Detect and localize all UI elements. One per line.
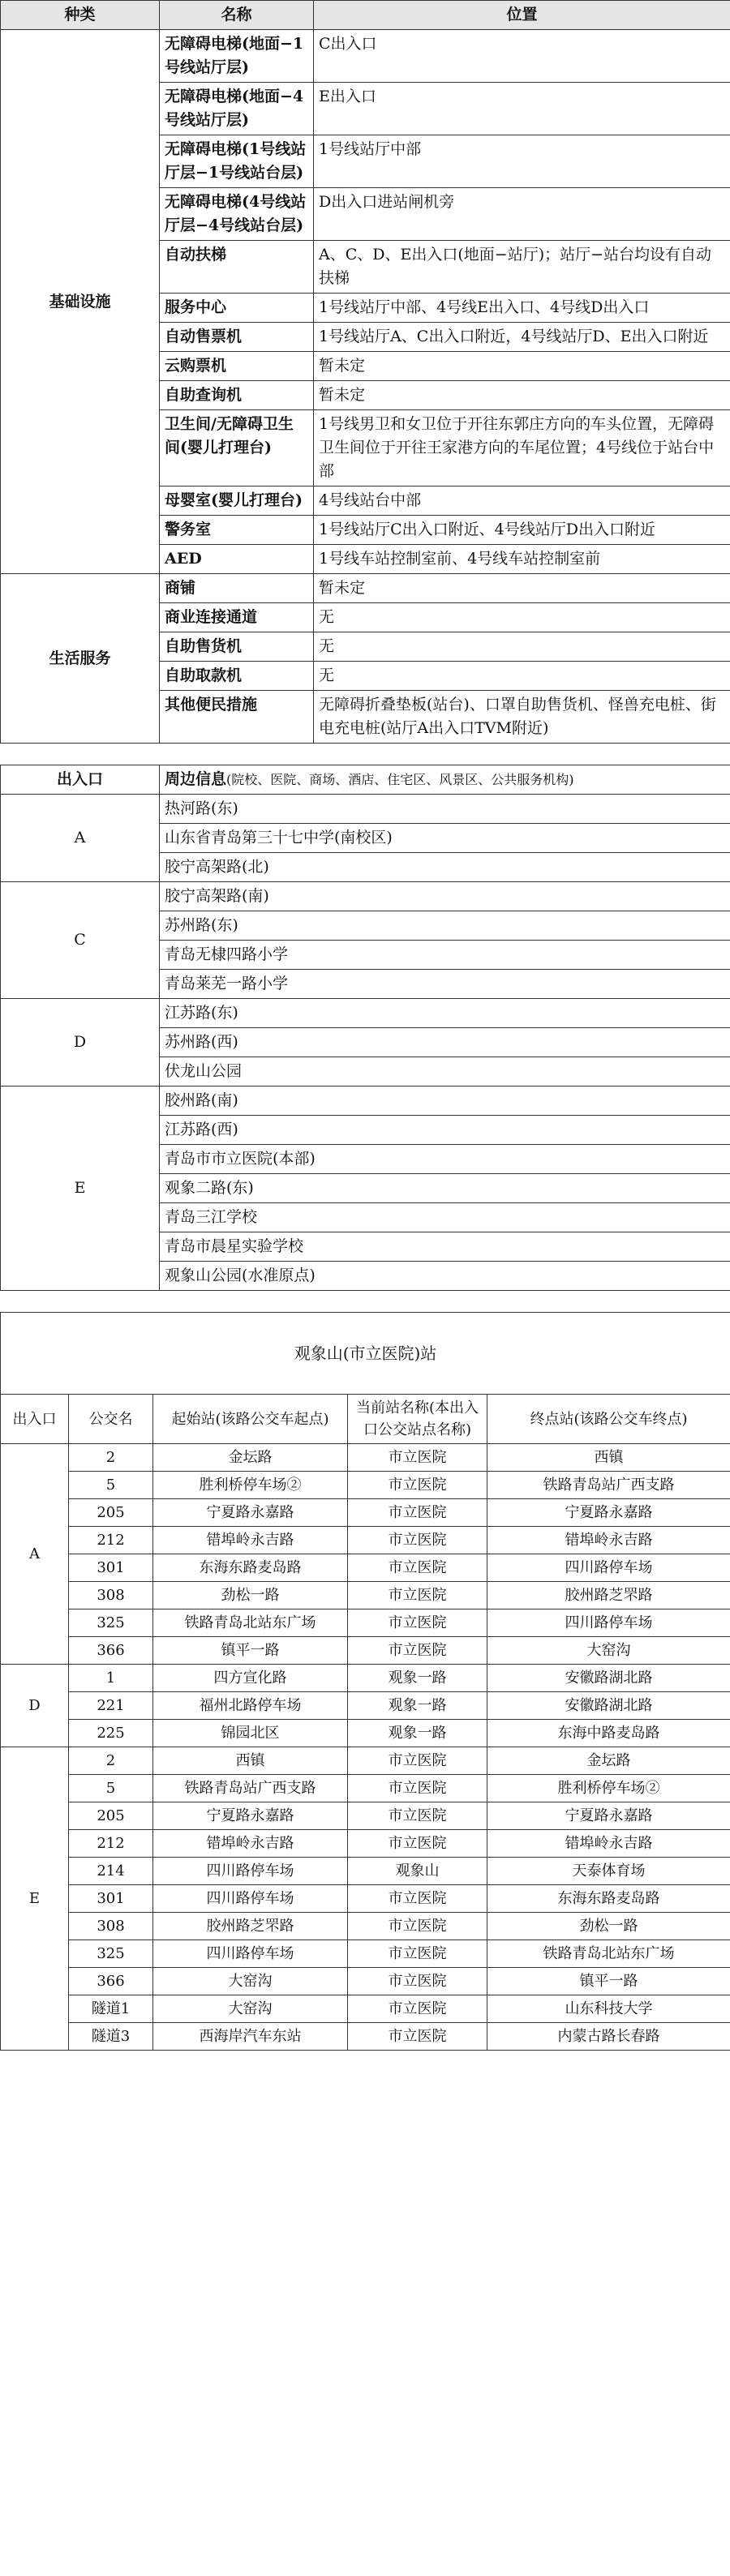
bus-line-name: 225: [69, 1720, 153, 1747]
bus-end-station: 金坛路: [487, 1747, 730, 1775]
bus-start-station: 胜利桥停车场②: [153, 1472, 348, 1499]
bus-row: [1, 1637, 730, 1665]
surroundings-item: 青岛市市立医院(本部): [160, 1145, 730, 1174]
facility-location: 无: [314, 632, 730, 662]
bus-current-station: 市立医院: [348, 1775, 487, 1802]
facility-location: 暂未定: [314, 574, 730, 603]
bus-start-station: 锦园北区: [153, 1720, 348, 1747]
bus-body: [1, 1313, 730, 2051]
surroundings-body: [1, 795, 730, 1291]
bus-start-station: 四川路停车场: [153, 1858, 348, 1885]
surroundings-exit: D: [1, 999, 160, 1087]
bus-row: [1, 1858, 730, 1885]
bus-current-station: 市立医院: [348, 2023, 487, 2051]
bus-end-station: 劲松一路: [487, 1913, 730, 1940]
bus-end-station: 错埠岭永吉路: [487, 1527, 730, 1554]
bus-header-cell: 当前站名称(本出入口公交站点名称): [348, 1395, 487, 1444]
bus-row: [1, 1968, 730, 1995]
bus-start-station: 西镇: [153, 1747, 348, 1775]
bus-exit: D: [1, 1665, 69, 1747]
bus-end-station: 大窑沟: [487, 1637, 730, 1665]
bus-line-name: 325: [69, 1940, 153, 1968]
bus-current-station: 观象一路: [348, 1665, 487, 1692]
bus-row: [1, 1995, 730, 2023]
bus-line-name: 301: [69, 1885, 153, 1913]
bus-start-station: 福州北路停车场: [153, 1692, 348, 1720]
bus-start-station: 西海岸汽车东站: [153, 2023, 348, 2051]
bus-start-station: 东海东路麦岛路: [153, 1554, 348, 1582]
surroundings-item: 江苏路(东): [160, 999, 730, 1028]
bus-row: [1, 1472, 730, 1499]
facility-location: C出入口: [314, 30, 730, 83]
bus-end-station: 内蒙古路长春路: [487, 2023, 730, 2051]
surroundings-item: 伏龙山公园: [160, 1057, 730, 1087]
surroundings-header-info: [160, 765, 730, 795]
surroundings-item: 青岛无棣四路小学: [160, 941, 730, 970]
bus-current-station: 市立医院: [348, 1885, 487, 1913]
facility-location: 暂未定: [314, 381, 730, 410]
surroundings-header-exit: 出入口: [1, 765, 160, 795]
bus-start-station: 宁夏路永嘉路: [153, 1802, 348, 1830]
surroundings-exit: C: [1, 882, 160, 999]
bus-exit: E: [1, 1747, 69, 2051]
bus-start-station: 错埠岭永吉路: [153, 1527, 348, 1554]
bus-end-station: 四川路停车场: [487, 1554, 730, 1582]
surroundings-item: 胶宁高架路(北): [160, 853, 730, 882]
bus-current-station: 市立医院: [348, 1830, 487, 1858]
bus-end-station: 安徽路湖北路: [487, 1665, 730, 1692]
bus-line-name: 214: [69, 1858, 153, 1885]
surroundings-row: [1, 1087, 730, 1116]
bus-row: [1, 1582, 730, 1609]
bus-row: [1, 1885, 730, 1913]
facilities-body: [1, 30, 730, 744]
bus-table: [0, 1312, 730, 2051]
bus-end-station: 山东科技大学: [487, 1995, 730, 2023]
bus-current-station: 市立医院: [348, 1499, 487, 1527]
surroundings-header-info-note: (院校、医院、商场、酒店、住宅区、风景区、公共服务机构): [226, 772, 574, 787]
bus-line-name: 308: [69, 1913, 153, 1940]
bus-current-station: 市立医院: [348, 1995, 487, 2023]
bus-line-name: 366: [69, 1637, 153, 1665]
bus-start-station: 四川路停车场: [153, 1885, 348, 1913]
bus-line-name: 1: [69, 1665, 153, 1692]
bus-end-station: 铁路青岛站广西支路: [487, 1472, 730, 1499]
facility-location: A、C、D、E出入口(地面−站厅)；站厅−站台均设有自动扶梯: [314, 241, 730, 294]
facility-name: 自助售货机: [160, 632, 314, 662]
bus-line-name: 212: [69, 1527, 153, 1554]
bus-current-station: 市立医院: [348, 1747, 487, 1775]
bus-current-station: 市立医院: [348, 1637, 487, 1665]
bus-line-name: 212: [69, 1830, 153, 1858]
surroundings-item: 青岛三江学校: [160, 1203, 730, 1232]
facility-row: [1, 30, 730, 83]
bus-current-station: 市立医院: [348, 1913, 487, 1940]
bus-end-station: 胶州路芝罘路: [487, 1582, 730, 1609]
bus-header-cell: 终点站(该路公交车终点): [487, 1395, 730, 1444]
bus-current-station: 市立医院: [348, 1609, 487, 1637]
bus-current-station: 市立医院: [348, 1802, 487, 1830]
facility-location: 无: [314, 603, 730, 632]
facility-name: 商业连接通道: [160, 603, 314, 632]
facility-location: 无: [314, 662, 730, 691]
surroundings-item: 胶州路(南): [160, 1087, 730, 1116]
facilities-header-cell: 种类: [1, 1, 160, 30]
facilities-header-cell: 位置: [314, 1, 730, 30]
facility-name: 自动售票机: [160, 323, 314, 352]
surroundings-header-row: [1, 765, 730, 795]
bus-current-station: 市立医院: [348, 1554, 487, 1582]
facility-category: 生活服务: [1, 574, 160, 744]
bus-start-station: 大窑沟: [153, 1995, 348, 2023]
surroundings-item: 青岛市晨星实验学校: [160, 1232, 730, 1262]
bus-line-name: 205: [69, 1802, 153, 1830]
surroundings-row: [1, 882, 730, 911]
facilities-header-cell: 名称: [160, 1, 314, 30]
facility-category: 基础设施: [1, 30, 160, 574]
bus-line-name: 366: [69, 1968, 153, 1995]
bus-current-station: 市立医院: [348, 1582, 487, 1609]
surroundings-item: 观象山公园(水准原点): [160, 1262, 730, 1291]
bus-end-station: 东海中路麦岛路: [487, 1720, 730, 1747]
bus-line-name: 2: [69, 1747, 153, 1775]
bus-row: [1, 1554, 730, 1582]
surroundings-item: 苏州路(东): [160, 911, 730, 941]
bus-end-station: 错埠岭永吉路: [487, 1830, 730, 1858]
facility-location: 1号线站厅中部: [314, 135, 730, 188]
facility-name: 自助取款机: [160, 662, 314, 691]
facility-name: 其他便民措施: [160, 691, 314, 744]
surroundings-item: 山东省青岛第三十七中学(南校区): [160, 824, 730, 853]
bus-row: [1, 1499, 730, 1527]
bus-end-station: 宁夏路永嘉路: [487, 1499, 730, 1527]
facilities-header-row-cells: [1, 1, 730, 30]
surroundings-item: 苏州路(西): [160, 1028, 730, 1057]
bus-row: [1, 1802, 730, 1830]
facility-name: 自助查询机: [160, 381, 314, 410]
facility-name: 无障碍电梯(地面−4号线站厅层): [160, 83, 314, 135]
facility-name: AED: [160, 545, 314, 574]
bus-row: [1, 1609, 730, 1637]
facility-location: 4号线站台中部: [314, 486, 730, 516]
bus-row: [1, 1692, 730, 1720]
bus-end-station: 镇平一路: [487, 1968, 730, 1995]
facility-row: [1, 574, 730, 603]
bus-current-station: 市立医院: [348, 1472, 487, 1499]
bus-current-station: 观象一路: [348, 1720, 487, 1747]
surroundings-item: 观象二路(东): [160, 1174, 730, 1203]
bus-end-station: 东海东路麦岛路: [487, 1885, 730, 1913]
bus-row: [1, 1747, 730, 1775]
facility-location: 无障碍折叠垫板(站台)、口罩自助售货机、怪兽充电桩、街电充电桩(站厅A出入口TVM附近): [314, 691, 730, 744]
bus-header-cell: 起始站(该路公交车起点): [153, 1395, 348, 1444]
facility-location: D出入口进站闸机旁: [314, 188, 730, 241]
bus-start-station: 镇平一路: [153, 1637, 348, 1665]
bus-line-name: 301: [69, 1554, 153, 1582]
bus-row: [1, 1720, 730, 1747]
bus-end-station: 四川路停车场: [487, 1609, 730, 1637]
bus-start-station: 宁夏路永嘉路: [153, 1499, 348, 1527]
facility-location: 1号线站厅A、C出入口附近，4号线站厅D、E出入口附近: [314, 323, 730, 352]
bus-start-station: 错埠岭永吉路: [153, 1830, 348, 1858]
facility-location: 暂未定: [314, 352, 730, 381]
bus-start-station: 劲松一路: [153, 1582, 348, 1609]
bus-line-name: 221: [69, 1692, 153, 1720]
bus-end-station: 西镇: [487, 1444, 730, 1472]
facility-location: 1号线站厅中部、4号线E出入口、4号线D出入口: [314, 294, 730, 323]
bus-current-station: 市立医院: [348, 1968, 487, 1995]
bus-line-name: 325: [69, 1609, 153, 1637]
facilities-header-row: [1, 1, 730, 30]
bus-row: [1, 1830, 730, 1858]
bus-start-station: 金坛路: [153, 1444, 348, 1472]
bus-current-station: 市立医院: [348, 1940, 487, 1968]
facility-location: 1号线站厅C出入口附近、4号线站厅D出入口附近: [314, 516, 730, 545]
bus-line-name: 2: [69, 1444, 153, 1472]
bus-header-cell: 公交名: [69, 1395, 153, 1444]
bus-title-row: [1, 1313, 730, 1395]
bus-line-name: 5: [69, 1472, 153, 1499]
surroundings-row: [1, 999, 730, 1028]
surroundings-item: 胶宁高架路(南): [160, 882, 730, 911]
bus-line-name: 308: [69, 1582, 153, 1609]
surroundings-header-info-label: 周边信息: [165, 770, 227, 788]
bus-row: [1, 1775, 730, 1802]
bus-row: [1, 2023, 730, 2051]
facility-name: 母婴室(婴儿打理台): [160, 486, 314, 516]
surroundings-row: [1, 795, 730, 824]
bus-start-station: 铁路青岛站广西支路: [153, 1775, 348, 1802]
facilities-table: [0, 0, 730, 744]
bus-current-station: 观象山: [348, 1858, 487, 1885]
facility-name: 自动扶梯: [160, 241, 314, 294]
bus-current-station: 市立医院: [348, 1527, 487, 1554]
facility-location: 1号线男卫和女卫位于开往东郭庄方向的车头位置，无障碍卫生间位于开往王家港方向的车尾位置；4号线位于站台中部: [314, 410, 730, 486]
facility-name: 商铺: [160, 574, 314, 603]
bus-row: [1, 1444, 730, 1472]
surroundings-item: 青岛莱芜一路小学: [160, 970, 730, 999]
facility-name: 无障碍电梯(1号线站厅层−1号线站台层): [160, 135, 314, 188]
bus-line-name: 隧道3: [69, 2023, 153, 2051]
bus-header-cell: 出入口: [1, 1395, 69, 1444]
bus-end-station: 胜利桥停车场②: [487, 1775, 730, 1802]
bus-start-station: 四川路停车场: [153, 1940, 348, 1968]
bus-start-station: 胶州路芝罘路: [153, 1913, 348, 1940]
bus-row: [1, 1913, 730, 1940]
facility-name: 服务中心: [160, 294, 314, 323]
facility-name: 无障碍电梯(地面−1号线站厅层): [160, 30, 314, 83]
bus-line-name: 隧道1: [69, 1995, 153, 2023]
bus-line-name: 5: [69, 1775, 153, 1802]
bus-current-station: 市立医院: [348, 1444, 487, 1472]
surroundings-item: 热河路(东): [160, 795, 730, 824]
surroundings-item: 江苏路(西): [160, 1116, 730, 1145]
facility-name: 警务室: [160, 516, 314, 545]
facility-location: E出入口: [314, 83, 730, 135]
bus-start-station: 大窑沟: [153, 1968, 348, 1995]
bus-table-title: 观象山(市立医院)站: [1, 1313, 730, 1395]
surroundings-exit: A: [1, 795, 160, 882]
bus-end-station: 宁夏路永嘉路: [487, 1802, 730, 1830]
surroundings-exit: E: [1, 1087, 160, 1291]
facility-location: 1号线车站控制室前、4号线车站控制室前: [314, 545, 730, 574]
bus-end-station: 天泰体育场: [487, 1858, 730, 1885]
bus-end-station: 铁路青岛北站东广场: [487, 1940, 730, 1968]
bus-line-name: 205: [69, 1499, 153, 1527]
bus-row: [1, 1940, 730, 1968]
surroundings-table: [0, 765, 730, 1291]
bus-row: [1, 1527, 730, 1554]
bus-header-row: [1, 1395, 730, 1444]
facility-name: 无障碍电梯(4号线站厅层−4号线站台层): [160, 188, 314, 241]
facility-name: 卫生间/无障碍卫生间(婴儿打理台): [160, 410, 314, 486]
bus-start-station: 四方宣化路: [153, 1665, 348, 1692]
bus-start-station: 铁路青岛北站东广场: [153, 1609, 348, 1637]
bus-row: [1, 1665, 730, 1692]
bus-end-station: 安徽路湖北路: [487, 1692, 730, 1720]
bus-exit: A: [1, 1444, 69, 1665]
bus-current-station: 观象一路: [348, 1692, 487, 1720]
facility-name: 云购票机: [160, 352, 314, 381]
